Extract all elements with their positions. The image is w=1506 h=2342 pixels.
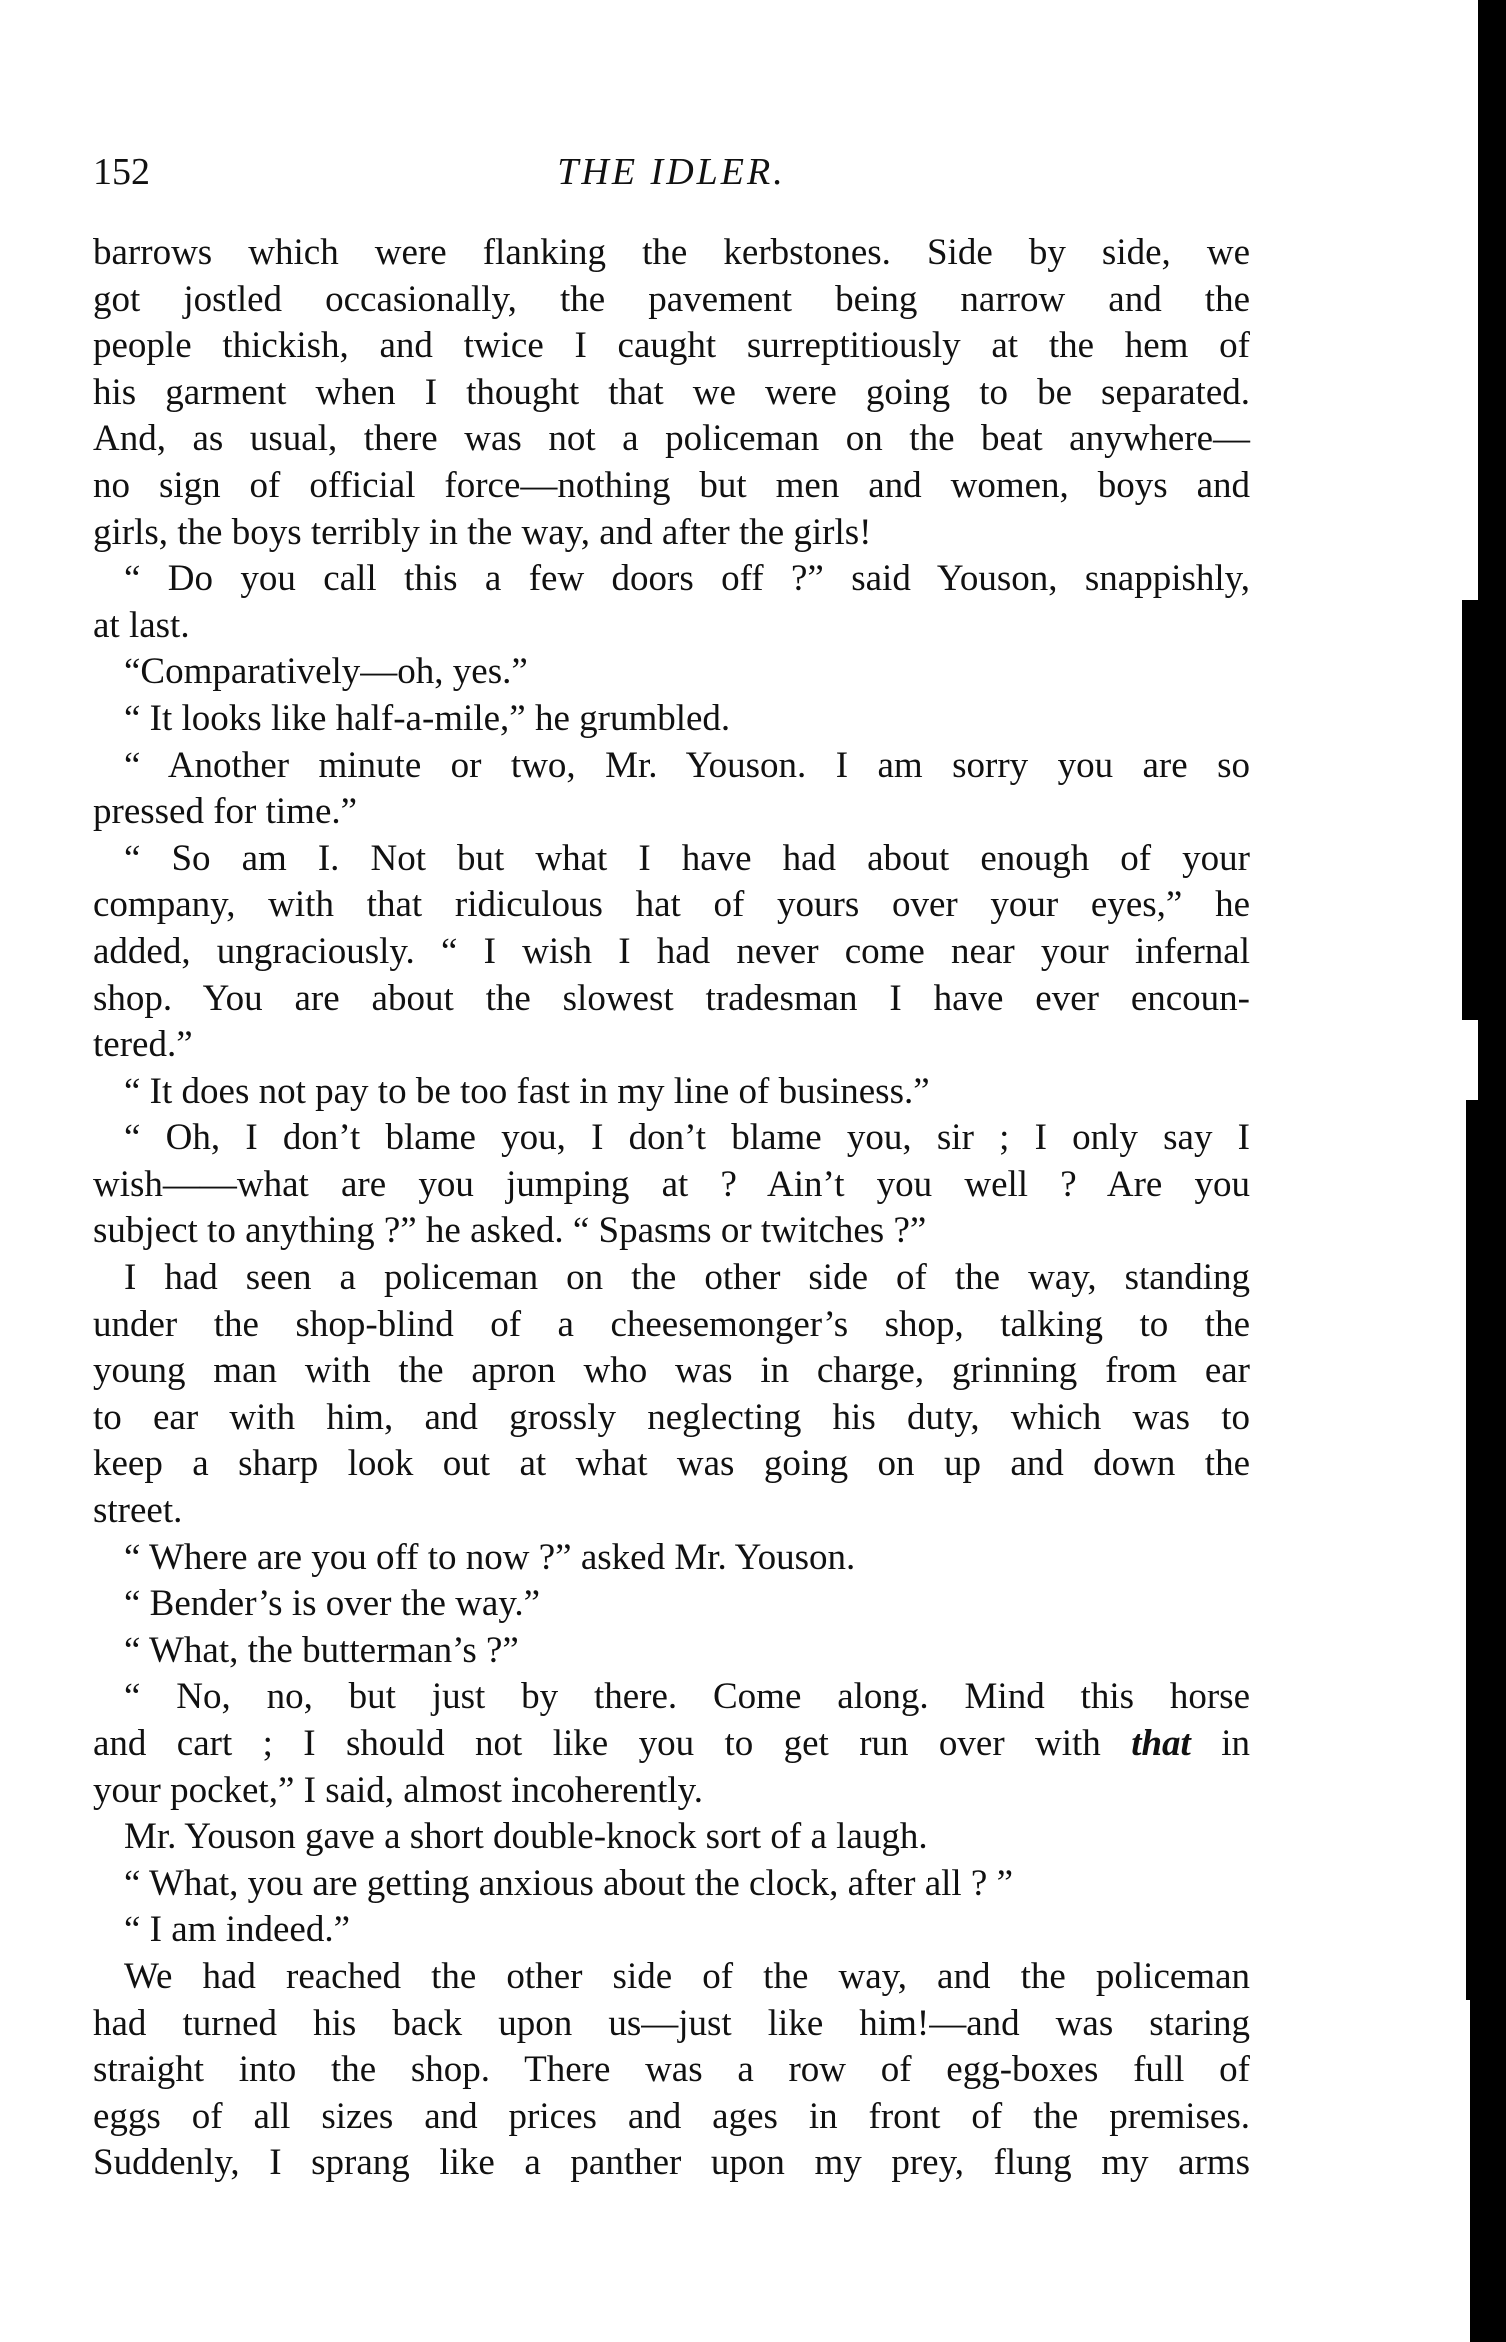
text-line: got jostled occasionally, the pavement being narrow and the <box>93 278 1250 320</box>
text-line: barrows which were flanking the kerbstones. Side by side, we <box>93 232 1250 273</box>
text-line: tered.” <box>93 1024 193 1066</box>
text-line: “ Do you call this a few doors off ?” said Youson, snappishly, <box>124 558 1250 600</box>
text-line: “ It does not pay to be too fast in my line of business.” <box>124 1070 930 1112</box>
running-title: THE IDLER. <box>557 151 786 193</box>
text-line: “ What, you are getting anxious about the clock, after all ? ” <box>124 1862 1014 1904</box>
body-text <box>93 230 1250 2187</box>
text-line: at last. <box>93 604 190 646</box>
text-line: pressed for time.” <box>93 791 358 833</box>
text-line: no sign of official force—nothing but men and women, boys and <box>93 464 1250 506</box>
text-line <box>93 1721 1250 1768</box>
text-line: street. <box>93 1490 183 1532</box>
text-line: your pocket,” I said, almost incoherently. <box>93 1769 703 1811</box>
text-line: We had reached the other side of the way, and the policeman <box>124 1955 1250 1997</box>
text-line: “ Where are you off to now ?” asked Mr. Youson. <box>124 1536 856 1578</box>
text-line: straight into the shop. There was a row of egg-boxes full of <box>93 2049 1250 2091</box>
text-line: to ear with him, and grossly neglecting his duty, which was to <box>93 1396 1250 1438</box>
text-line: “ Another minute or two, Mr. Youson. I am sorry you are so <box>124 744 1250 786</box>
text-line: had turned his back upon us—just like him!—and was staring <box>93 2002 1250 2044</box>
text-line: And, as usual, there was not a policeman on the beat anywhere— <box>93 418 1250 460</box>
text-line: Mr. Youson gave a short double-knock sort of a laugh. <box>124 1816 928 1858</box>
text-line: wish——what are you jumping at ? Ain’t you well ? Are you <box>93 1163 1250 1205</box>
text-line: eggs of all sizes and prices and ages in front of the premises. <box>93 2095 1250 2137</box>
text-line: “ I am indeed.” <box>124 1909 350 1951</box>
text-line: under the shop-blind of a cheesemonger’s shop, talking to the <box>93 1303 1250 1345</box>
text-line: “Comparatively—oh, yes.” <box>124 651 528 693</box>
page-number: 152 <box>93 151 150 193</box>
text-segment: and cart ; I should not like you to get run over with <box>93 1723 1132 1764</box>
text-segment: in <box>1190 1723 1250 1764</box>
text-line: “ Oh, I don’t blame you, I don’t blame you, sir ; I only say I <box>124 1117 1250 1159</box>
text-line: shop. You are about the slowest tradesman I have ever encoun- <box>93 977 1250 1019</box>
text-line: company, with that ridiculous hat of yours over your eyes,” he <box>93 884 1250 926</box>
text-line: I had seen a policeman on the other side of the way, standing <box>124 1257 1250 1299</box>
text-line: “ What, the butterman’s ?” <box>124 1629 519 1671</box>
italic-word: that <box>1131 1723 1191 1764</box>
text-line: young man with the apron who was in charge, grinning from ear <box>93 1350 1250 1392</box>
text-line: added, ungraciously. “ I wish I had never come near your infernal <box>93 930 1250 972</box>
text-line: subject to anything ?” he asked. “ Spasms or twitches ?” <box>93 1210 927 1252</box>
text-line: girls, the boys terribly in the way, and after the girls! <box>93 511 872 553</box>
text-line: his garment when I thought that we were going to be separated. <box>93 371 1250 413</box>
text-line: Suddenly, I sprang like a panther upon my prey, flung my arms <box>93 2142 1250 2184</box>
text-line: “ Bender’s is over the way.” <box>124 1583 541 1625</box>
text-line: “ So am I. Not but what I have had about enough of your <box>124 837 1250 879</box>
page-header <box>93 150 1250 200</box>
text-line: “ No, no, but just by there. Come along. Mind this horse <box>124 1676 1250 1718</box>
text-line: keep a sharp look out at what was going on up and down the <box>93 1443 1250 1485</box>
text-line: people thickish, and twice I caught surreptitiously at the hem of <box>93 325 1250 367</box>
text-line: “ It looks like half-a-mile,” he grumbled. <box>124 697 731 739</box>
